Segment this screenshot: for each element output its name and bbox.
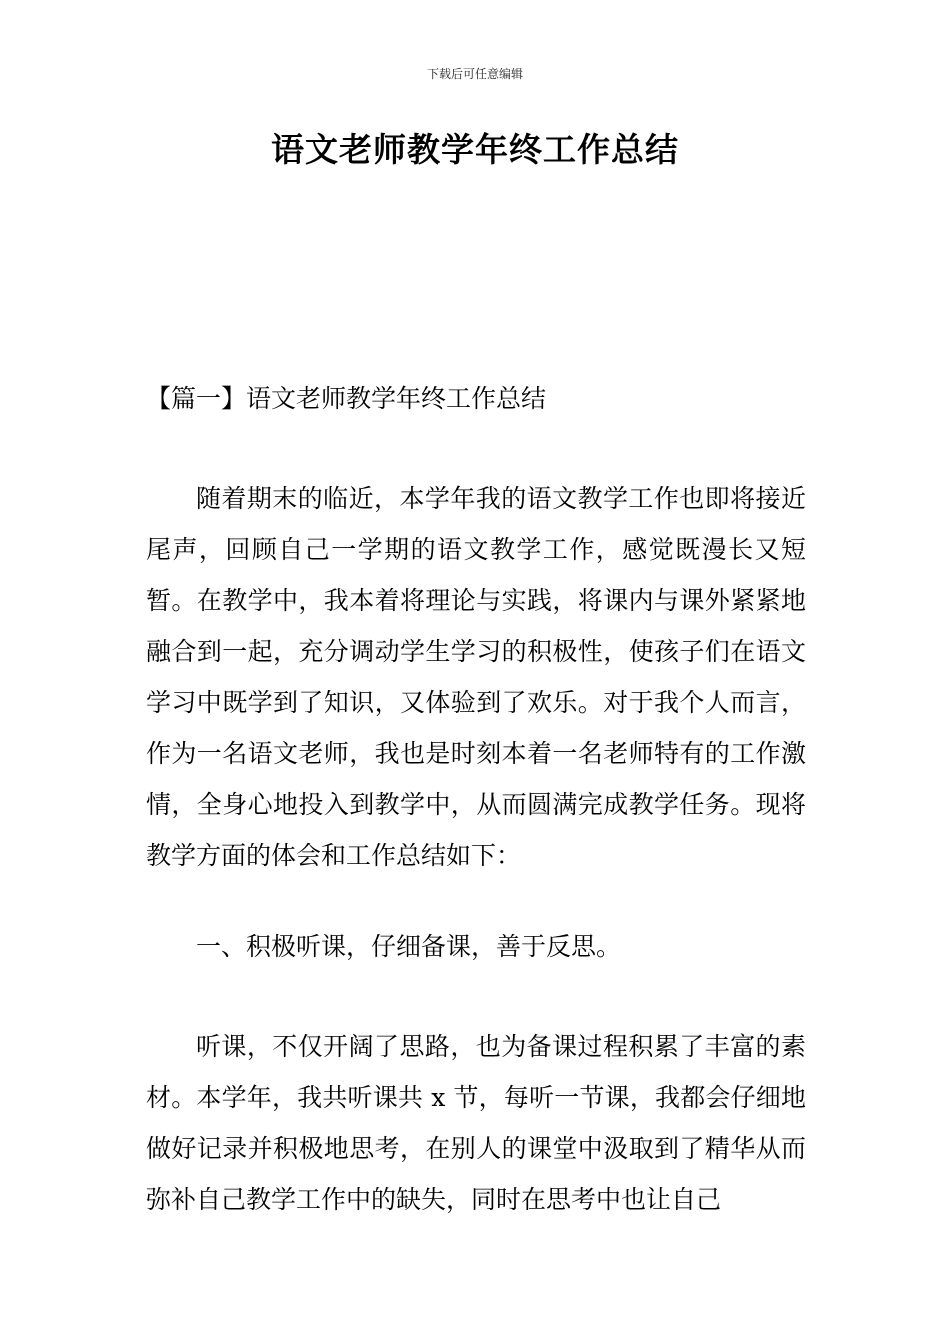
header-note: 下载后可任意编辑: [426, 67, 523, 81]
paragraph-listening: 听课，不仅开阔了思路，也为备课过程积累了丰富的素材。本学年，我共听课共 x 节，每听一节课，我都会仔细地做好记录并积极地思考，在别人的课堂中汲取到了精华从而弥补自己教学工作中的缺失，同时在思考中也让自己: [146, 1032, 806, 1214]
paragraph-intro: 随着期末的临近，本学年我的语文教学工作也即将接近尾声，回顾自己一学期的语文教学工作，感觉既漫长又短暂。在教学中，我本着将理论与实践，将课内与课外紧紧地融合到一起，充分调动学生学习的积极性，使孩子们在语文学习中既学到了知识，又体验到了欢乐。对于我个人而言，作为一名语文老师，我也是时刻本着一名老师特有的工作激情，全身心地投入到教学中，从而圆满完成教学任务。现将教学方面的体会和工作总结如下：: [146, 484, 806, 870]
subsection-heading: 一、积极听课，仔细备课，善于反思。: [196, 932, 622, 961]
section-heading: 【篇一】语文老师教学年终工作总结: [146, 384, 547, 413]
document-title: 语文老师教学年终工作总结: [271, 130, 679, 169]
